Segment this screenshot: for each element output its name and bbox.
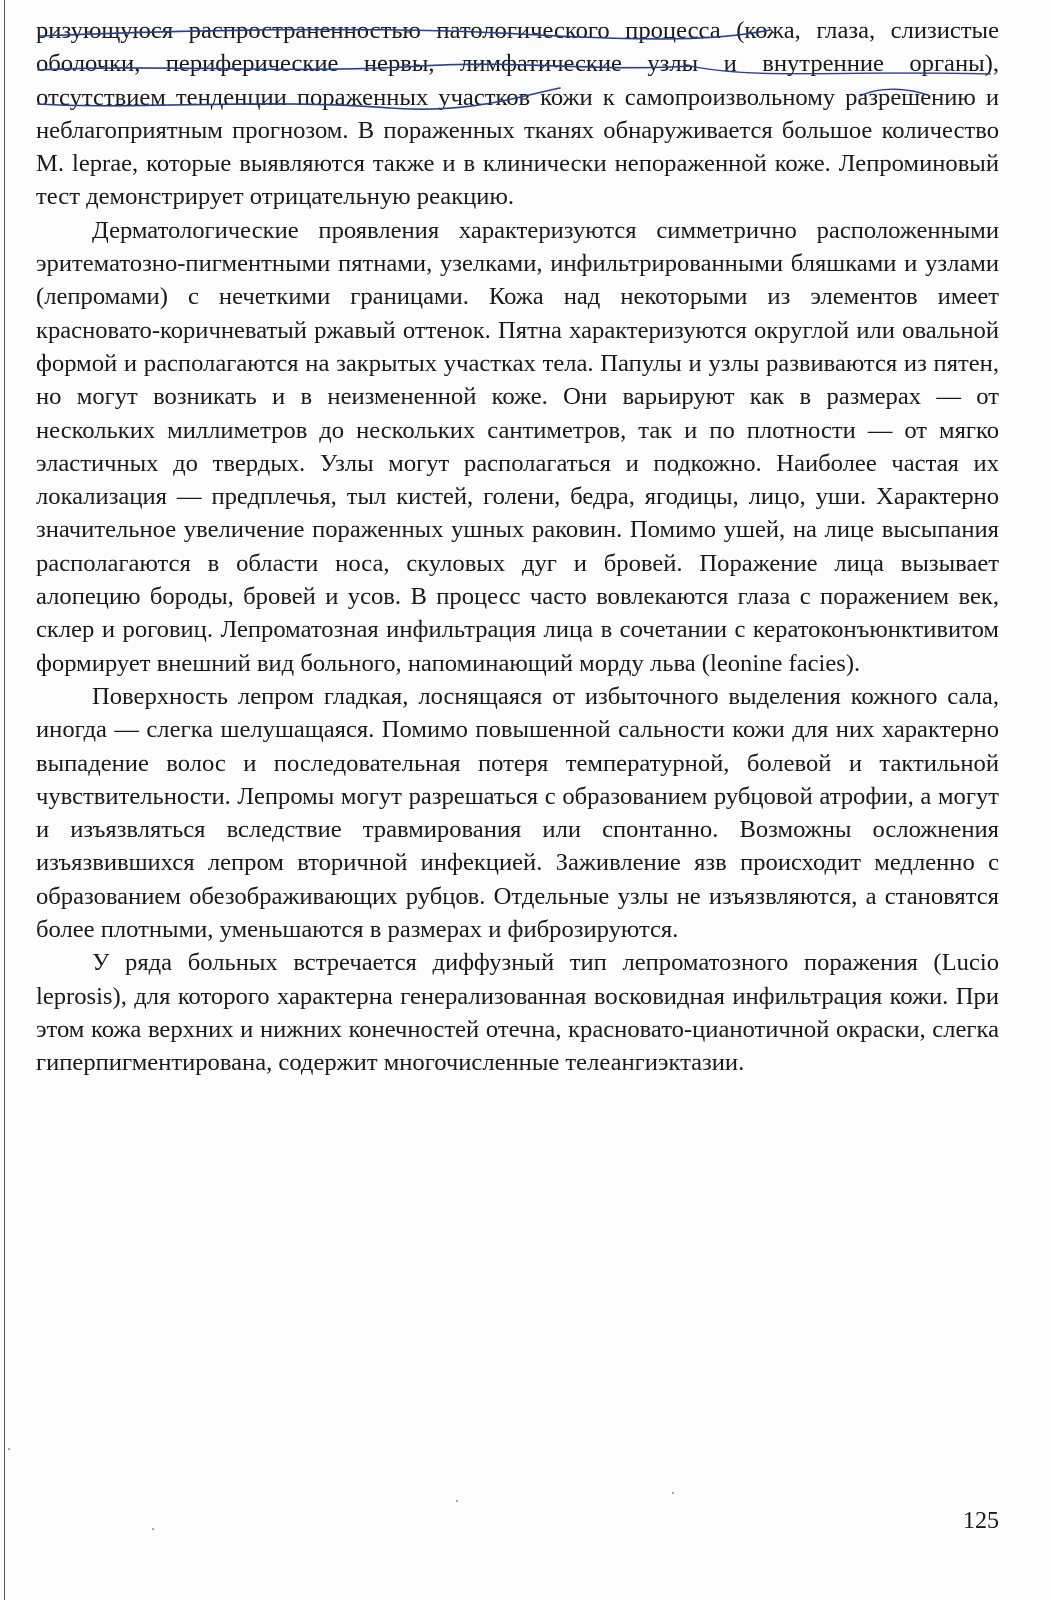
- speck: [8, 1448, 10, 1450]
- page-edge-line: [4, 0, 5, 1600]
- speck: [456, 1500, 458, 1502]
- paragraph-2: Дерматологические проявления характеризуются симметрично расположенными эритематозно-пигментными пятнами, узелками, инфильтрированными бляшками и узлами (лепромами) с нечеткими границами. Кожа над некоторыми из элементов имеет красновато-коричневатый ржавый оттенок. Пятна характеризуются округлой или овальной формой и располагаются на закрытых участках тела. Папулы и узлы развиваются из пятен, но могут возникать и в неизмененной коже. Они варьируют как в размерах — от нескольких миллиметров до нескольких сантиметров, так и по плотности — от мягко эластичных до твердых. Узлы могут располагаться и подкожно. Наиболее частая их локализация — предплечья, тыл кистей, голени, бедра, ягодицы, лицо, уши. Характерно значительное увеличение пораженных ушных раковин. Помимо ушей, на лице высыпания располагаются в области носа, скуловых дуг и бровей. Поражение лица вызывает алопецию бороды, бровей и усов. В процесс часто вовлекаются глаза с поражением век, склер и роговиц. Лепроматозная инфильтрация лица в сочетании с кератоконъюнктивитом формирует внешний вид больного, напоминающий морду льва (leonine facies).: [36, 216, 999, 677]
- body-text: [36, 14, 999, 1080]
- page-number: 125: [963, 1508, 999, 1534]
- speck: [672, 1492, 674, 1494]
- paragraph-3: Поверхность лепром гладкая, лоснящаяся от избыточного выделения кожного сала, иногда — слегка шелушащаяся. Помимо повышенной сальности кожи для них характерно выпадение волос и последовательная потеря температурной, болевой и тактильной чувствительности. Лепромы могут разрешаться с образованием рубцовой атрофии, а могут и изъязвляться вследствие травмирования или спонтанно. Возможны осложнения изъязвившихся лепром вторичной инфекцией. Заживление язв происходит медленно с образованием обезображивающих рубцов. Отдельные узлы не изъязвляются, а становятся более плотными, уменьшаются в размерах и фиброзируются.: [36, 682, 999, 944]
- speck: [152, 1528, 154, 1530]
- paragraph-4: У ряда больных встречается диффузный тип лепроматозного поражения (Lucio leprosis), для которого характерна генерализованная восковидная инфильтрация кожи. При этом кожа верхних и нижних конечностей отечна, красновато-цианотичной окраски, слегка гиперпигментирована, содержит многочисленные телеангиэктазии.: [36, 949, 999, 1077]
- paragraph-1: ризующуюся распространенностью патологического процесса (кожа, глаза, слизистые оболочки, периферические нервы, лимфатические узлы и внутренние органы), отсутствием тенденции пораженных участков кожи к самопроизвольному разрешению и неблагоприятным прогнозом. В пораженных тканях обнаруживается большое количество M. leprae, которые выявляются также и в клинически непораженной коже. Лепроминовый тест демонстрирует отрицательную реакцию.: [36, 17, 999, 211]
